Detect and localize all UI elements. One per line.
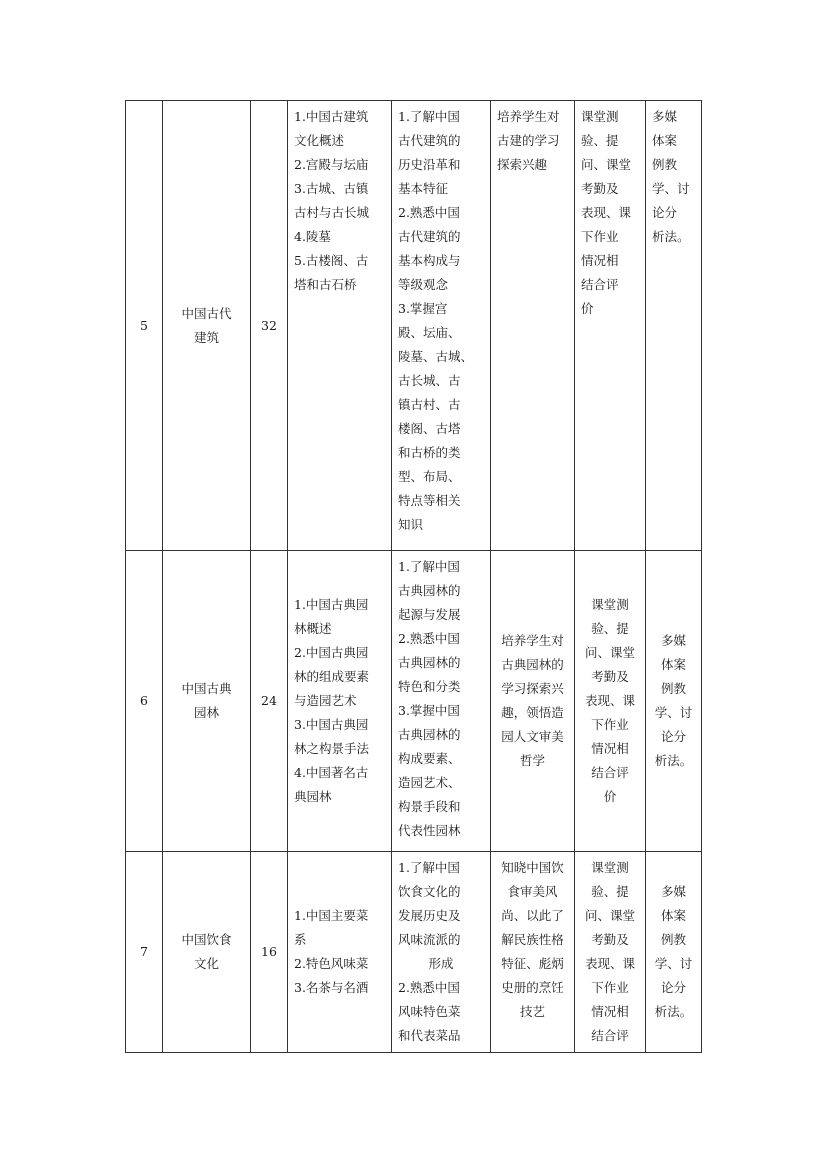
table-row (126, 101, 702, 551)
chapter-name-cell: 中国饮食 文化 (163, 852, 251, 1053)
objectives-cell: 1.了解中国 饮食文化的 发展历史及 风味流派的 形成 2.熟悉中国 风味特色菜 和代表菜品 (392, 852, 491, 1053)
hours-cell: 16 (251, 852, 288, 1053)
table-row (126, 852, 702, 1053)
assessment-cell: 课堂测 验、提 问、课堂 考勤及 表现、课 下作业 情况相 结合评 (575, 852, 646, 1053)
method-cell: 多媒 体案 例教 学、讨 论分 析法。 (646, 852, 702, 1053)
table-row (126, 551, 702, 852)
hours-cell: 32 (251, 101, 288, 551)
chapter-name-cell: 中国古典 园林 (163, 551, 251, 852)
assessment-cell: 课堂测 验、提 问、课堂 考勤及 表现、课 下作业 情况相 结合评 价 (575, 551, 646, 852)
ideology-cell: 培养学生对 古典园林的 学习探索兴 趣，领悟造 园人文审美 哲学 (491, 551, 575, 852)
row-number-cell: 7 (126, 852, 163, 1053)
ideology-cell: 知晓中国饮 食审美风 尚、以此了 解民族性格 特征、彪炳 史册的烹饪 技艺 (491, 852, 575, 1053)
content-cell: 1.中国主要菜 系 2.特色风味菜 3.名茶与名酒 (288, 852, 392, 1053)
course-table-page (125, 100, 701, 1052)
chapter-name-cell: 中国古代 建筑 (163, 101, 251, 551)
method-cell: 多媒 体案 例教 学、讨 论分 析法。 (646, 101, 702, 551)
objectives-cell: 1.了解中国 古典园林的 起源与发展 2.熟悉中国 古典园林的 特色和分类 3.掌握中国 古典园林的 构成要素、 造园艺术、 构景手段和 代表性园林 (392, 551, 491, 852)
row-number-cell: 5 (126, 101, 163, 551)
content-cell: 1.中国古典园 林概述 2.中国古典园 林的组成要素 与造园艺术 3.中国古典园 林之构景手法 4.中国著名古 典园林 (288, 551, 392, 852)
objectives-cell: 1.了解中国 古代建筑的 历史沿革和 基本特征 2.熟悉中国 古代建筑的 基本构成与 等级观念 3.掌握宫 殿、坛庙、 陵墓、古城、 古长城、古 镇古村、古 楼阁、古塔 和古桥的类 型、布局、 特点等相关 知识 (392, 101, 491, 551)
ideology-cell: 培养学生对 古建的学习 探索兴趣 (491, 101, 575, 551)
assessment-cell: 课堂测 验、提 问、课堂 考勤及 表现、课 下作业 情况相 结合评 价 (575, 101, 646, 551)
content-cell: 1.中国古建筑 文化概述 2.宫殿与坛庙 3.古城、古镇 古村与古长城 4.陵墓 5.古楼阁、古 塔和古石桥 (288, 101, 392, 551)
method-cell: 多媒 体案 例教 学、讨 论分 析法。 (646, 551, 702, 852)
course-table (125, 100, 702, 1053)
row-number-cell: 6 (126, 551, 163, 852)
hours-cell: 24 (251, 551, 288, 852)
